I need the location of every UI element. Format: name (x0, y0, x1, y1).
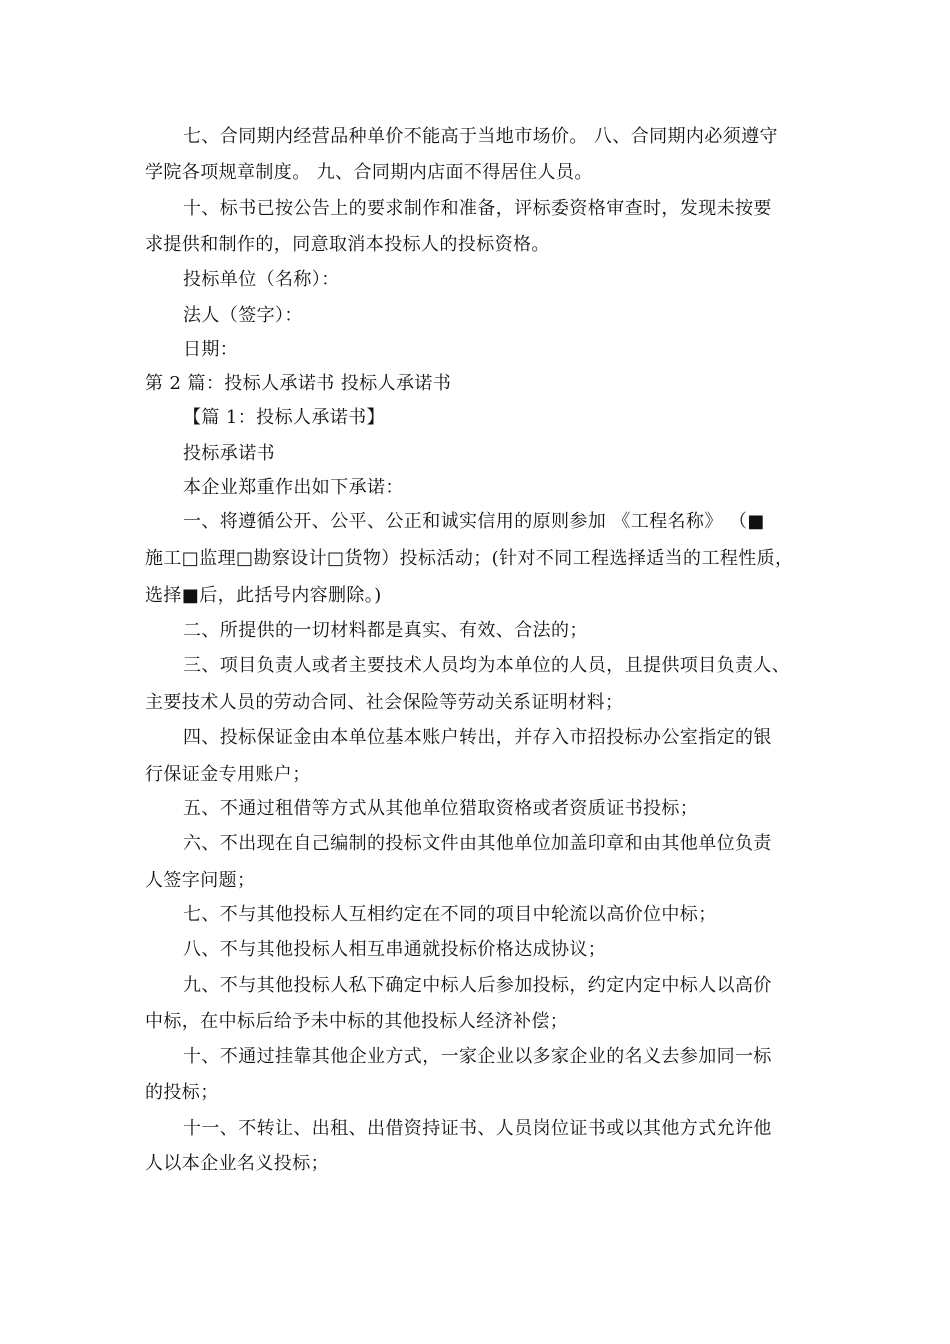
text-line: 九、不与其他投标人私下确定中标人后参加投标，约定内定中标人以高价 (183, 975, 772, 996)
text-line: 中标，在中标后给予未中标的其他投标人经济补偿； (145, 1011, 569, 1032)
text-line: 求提供和制作的，同意取消本投标人的投标资格。 (145, 234, 550, 255)
text-line: 十、不通过挂靠其他企业方式，一家企业以多家企业的名义去参加同一标 (183, 1046, 772, 1067)
text-line: 【篇 1：投标人承诺书】 (183, 407, 385, 428)
text-line: 行保证金专用账户； (145, 764, 311, 785)
text-line: 日期： (183, 339, 239, 360)
text-line: 三、项目负责人或者主要技术人员均为本单位的人员，且提供项目负责人、 (183, 655, 791, 676)
text-line: 四、投标保证金由本单位基本账户转出，并存入市招投标办公室指定的银 (183, 727, 772, 748)
text-line: 本企业郑重作出如下承诺： (183, 477, 404, 498)
text-line: 学院各项规章制度。 九、合同期内店面不得居住人员。 (145, 162, 593, 183)
text-line: 五、不通过租借等方式从其他单位猎取资格或者资质证书投标； (183, 798, 699, 819)
text-line: 二、所提供的一切材料都是真实、有效、合法的； (183, 620, 588, 641)
text-line: 施工□监理□勘察设计□货物）投标活动；(针对不同工程选择适当的工程性质， (145, 548, 794, 569)
text-line: 七、合同期内经营品种单价不能高于当地市场价。 八、合同期内必须遵守 (183, 126, 778, 147)
text-line: 八、不与其他投标人相互串通就投标价格达成协议； (183, 939, 607, 960)
text-line: 主要技术人员的劳动合同、社会保险等劳动关系证明材料； (145, 692, 624, 713)
text-line: 的投标； (145, 1082, 219, 1103)
text-line: 投标承诺书 (183, 443, 275, 464)
text-line: 十、标书已按公告上的要求制作和准备，评标委资格审查时，发现未按要 (183, 198, 772, 219)
text-line: 投标单位（名称）： (183, 269, 340, 290)
text-line: 六、不出现在自己编制的投标文件由其他单位加盖印章和由其他单位负责 (183, 833, 772, 854)
text-line: 法人（签字）： (183, 305, 303, 326)
text-line: 人以本企业名义投标； (145, 1153, 329, 1174)
text-line: 十一、不转让、出租、出借资持证书、人员岗位证书或以其他方式允许他 (183, 1118, 772, 1139)
text-line: 选择■后，此括号内容删除。) (145, 585, 382, 606)
text-line: 七、不与其他投标人互相约定在不同的项目中轮流以高价位中标； (183, 904, 717, 925)
section-heading: 第 2 篇：投标人承诺书 投标人承诺书 (145, 373, 452, 394)
text-line: 人签字问题； (145, 870, 256, 891)
text-line: 一、将遵循公开、公平、公正和诚实信用的原则参加 《工程名称》 （■ (183, 511, 765, 532)
